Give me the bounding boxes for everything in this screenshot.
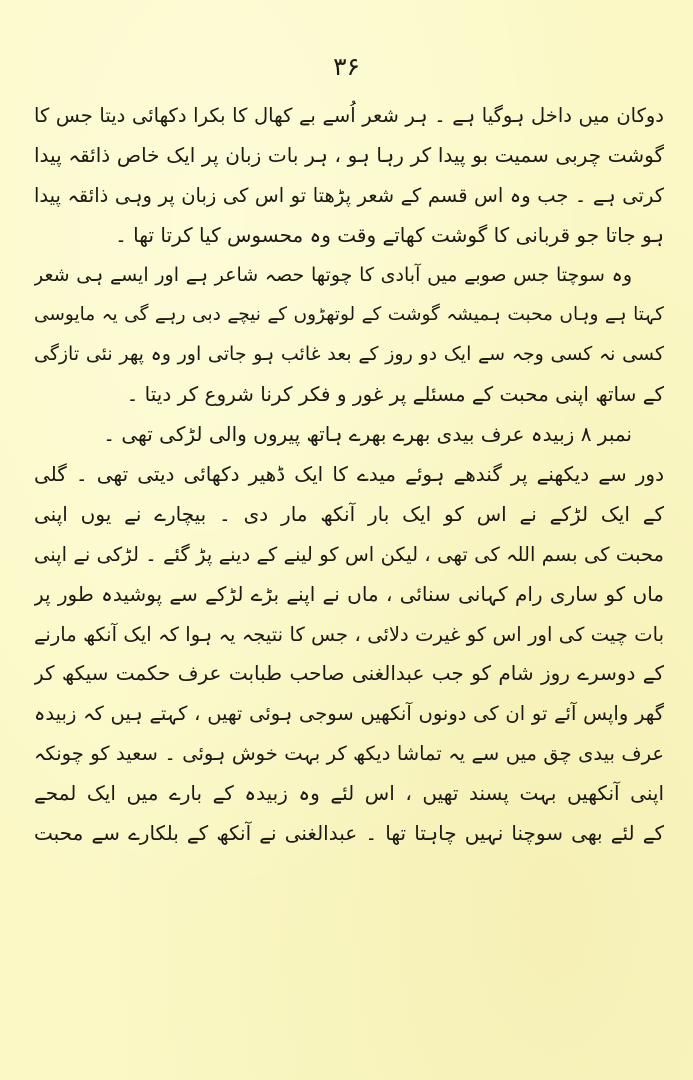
text-line: دور سے دیکھنے پر گندھے ہوئے میدے کا ایک ڈھیر دکھائی دیتی تھی ۔ گلی bbox=[34, 462, 664, 487]
text-line: دوکان میں داخل ہوگیا ہے ۔ ہر شعر اُسے بے کھال کا بکرا دکھائی دیتا جس کا bbox=[34, 104, 664, 127]
text-line: گوشت چربی سمیت بو پیدا کر رہا ہو ، ہر بات زبان پر ایک خاص ذائقہ پیدا bbox=[34, 142, 664, 167]
text-line: نمبر ۸ زبیدہ عرف بیدی بھرے بھرے ہاتھ پیروں والی لڑکی تھی ۔ bbox=[103, 422, 632, 447]
page-number: ۳۶ bbox=[333, 52, 360, 81]
text-line: محبت کی بسم اللہ کی تھی ، لیکن اس کو لینے کے دینے پڑ گئے ۔ لڑکی نے اپنی bbox=[34, 542, 664, 566]
text-line: کے دوسرے روز شام کو جب عبدالغنی صاحب طبابت عرف حکمت سیکھ کر bbox=[34, 661, 664, 686]
text-line: کہتا ہے وہاں محبت ہمیشہ گوشت کے لوتھڑوں کے نیچے دبی رہے گی یہ مایوسی bbox=[34, 304, 664, 326]
text-line: کرتی ہے ۔ جب وہ اس قسم کے شعر پڑھتا تو اس کی زبان پر وہی ذائقہ پیدا bbox=[34, 183, 664, 207]
text-line: کسی نہ کسی وجہ سے ایک دو روز کے بعد غائب ہو جاتی اور وہ پھر نئی تازگی bbox=[34, 343, 664, 366]
text-line: کے ایک لڑکے نے اس کو ایک بار آنکھ مار دی ۔ بیچارے نے یوں اپنی bbox=[34, 501, 664, 526]
text-line: ماں کو ساری رام کہانی سنائی ، ماں نے اپنے بڑے لڑکے سے پوشیدہ طور پر bbox=[34, 581, 664, 606]
text-line: کے ساتھ اپنی محبت کے مسئلے پر غور و فکر کرنا شروع کر دیتا ۔ bbox=[126, 382, 664, 407]
text-line: ہو جاتا جو قربانی کا گوشت کھاتے وقت وہ محسوس کیا کرتا تھا ۔ bbox=[115, 222, 664, 247]
text-line: وہ سوچتا جس صوبے میں آبادی کا چوتھا حصہ شاعر ہے اور ایسے ہی شعر bbox=[34, 263, 632, 286]
text-line: گھر واپس آئے تو ان کی دونوں آنکھیں سوجی ہوئی تھیں ، کہتے ہیں کہ زبیدہ bbox=[34, 702, 664, 726]
text-line: عرف بیدی چق میں سے یہ تماشا دیکھ کر بہت خوش ہوئی ۔ سعید کو چونکہ bbox=[34, 742, 664, 766]
text-line: کے لئے بھی سوچنا نہیں چاہتا تھا ۔ عبدالغنی نے آنکھ کے بلکارے سے محبت bbox=[34, 821, 664, 846]
text-line: اپنی آنکھیں بہت پسند تھیں ، اس لئے وہ زبیدہ کے بارے میں ایک لمحے bbox=[34, 781, 664, 806]
body-text bbox=[34, 96, 664, 854]
text-line: بات چیت کی اور اس کو غیرت دلائی ، جس کا نتیجہ یہ ہوا کہ ایک آنکھ مارنے bbox=[34, 622, 664, 646]
